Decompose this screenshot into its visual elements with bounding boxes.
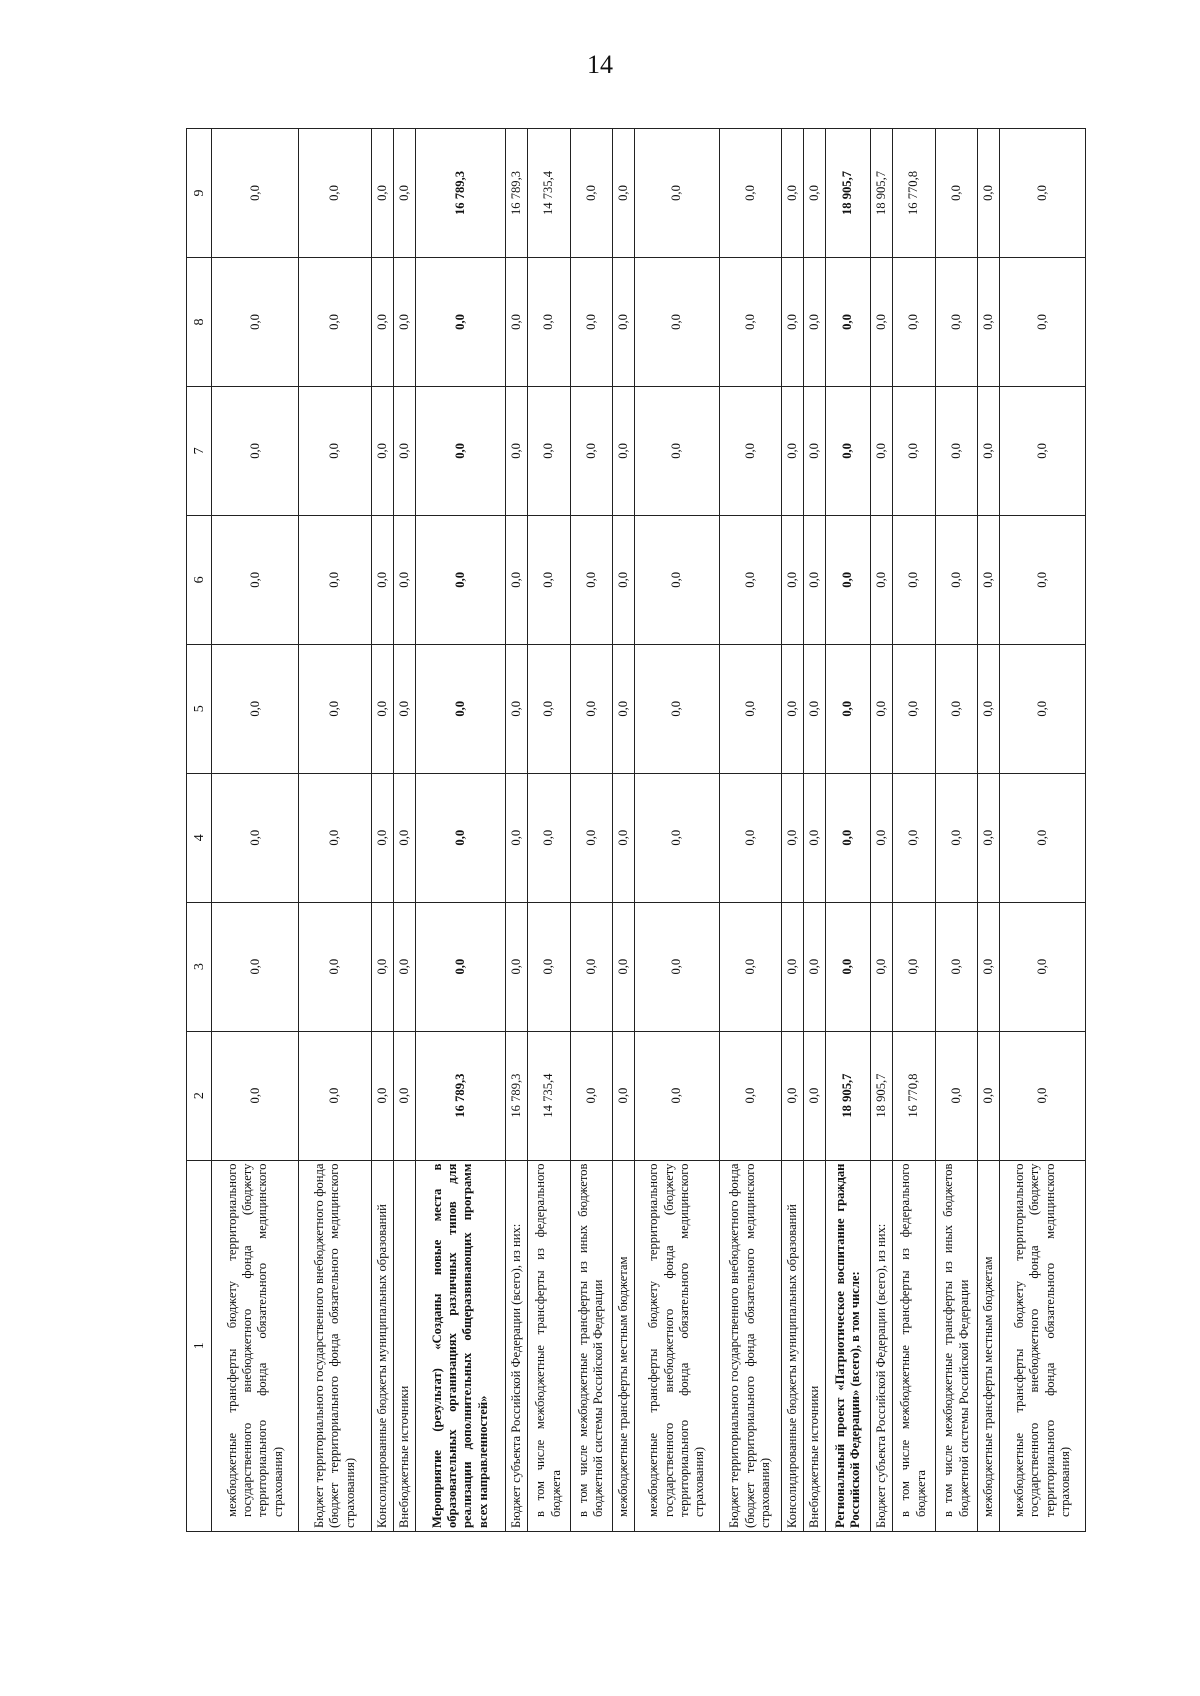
row-value: 0,0 bbox=[978, 644, 1000, 773]
row-value: 0,0 bbox=[871, 258, 893, 387]
page-number: 14 bbox=[587, 50, 613, 79]
row-value: 0,0 bbox=[570, 129, 613, 258]
row-value: 0,0 bbox=[871, 644, 893, 773]
row-value: 0,0 bbox=[825, 515, 870, 644]
row-value: 16 789,3 bbox=[505, 1031, 527, 1160]
row-value: 0,0 bbox=[299, 773, 372, 902]
row-value: 0,0 bbox=[635, 902, 719, 1031]
table-row bbox=[935, 129, 978, 1532]
row-label: межбюджетные трансферты бюджету территориального государственного внебюджетного фонда (бюджету территориального фонда обязательного медицинского страхования) bbox=[1000, 1160, 1086, 1531]
row-value: 0,0 bbox=[871, 386, 893, 515]
column-header: 9 bbox=[187, 129, 212, 258]
row-value: 0,0 bbox=[393, 773, 415, 902]
row-value: 0,0 bbox=[371, 386, 393, 515]
row-value: 0,0 bbox=[613, 1031, 635, 1160]
row-value: 0,0 bbox=[613, 258, 635, 387]
row-value: 16 789,3 bbox=[415, 129, 505, 258]
row-value: 0,0 bbox=[570, 773, 613, 902]
table-row bbox=[871, 129, 893, 1532]
table-row bbox=[613, 129, 635, 1532]
row-value: 0,0 bbox=[212, 386, 299, 515]
row-value: 0,0 bbox=[978, 258, 1000, 387]
row-value: 0,0 bbox=[1000, 386, 1086, 515]
header-row bbox=[187, 129, 212, 1532]
row-value: 0,0 bbox=[299, 902, 372, 1031]
row-value: 0,0 bbox=[415, 773, 505, 902]
row-value: 16 789,3 bbox=[415, 1031, 505, 1160]
row-label: Внебюджетные источники bbox=[803, 1160, 825, 1531]
row-label: Региональный проект «Патриотическое воспитание граждан Российской Федерации» (всего), в том числе: bbox=[825, 1160, 870, 1531]
row-value: 18 905,7 bbox=[825, 1031, 870, 1160]
row-value: 0,0 bbox=[415, 258, 505, 387]
table-row bbox=[505, 129, 527, 1532]
row-value: 0,0 bbox=[505, 258, 527, 387]
row-value: 14 735,4 bbox=[527, 129, 570, 258]
row-value: 0,0 bbox=[613, 515, 635, 644]
row-value: 0,0 bbox=[299, 258, 372, 387]
row-value: 0,0 bbox=[299, 129, 372, 258]
column-header: 5 bbox=[187, 644, 212, 773]
table-row bbox=[393, 129, 415, 1532]
row-value: 0,0 bbox=[719, 515, 781, 644]
row-label: в том числе межбюджетные трансферты из федерального бюджета bbox=[892, 1160, 935, 1531]
row-value: 0,0 bbox=[212, 515, 299, 644]
row-value: 0,0 bbox=[299, 1031, 372, 1160]
row-value: 0,0 bbox=[613, 644, 635, 773]
row-value: 0,0 bbox=[570, 258, 613, 387]
row-value: 0,0 bbox=[892, 515, 935, 644]
row-value: 18 905,7 bbox=[871, 1031, 893, 1160]
row-value: 0,0 bbox=[505, 902, 527, 1031]
row-value: 0,0 bbox=[1000, 258, 1086, 387]
table-row bbox=[1000, 129, 1086, 1532]
row-value: 0,0 bbox=[825, 644, 870, 773]
row-value: 0,0 bbox=[393, 258, 415, 387]
column-header: 4 bbox=[187, 773, 212, 902]
row-value: 0,0 bbox=[892, 902, 935, 1031]
row-label: Мероприятие (результат) «Созданы новые места в образовательных организациях различных типов для реализации дополнительных общеразвивающих программ всех направленностей» bbox=[415, 1160, 505, 1531]
row-label: межбюджетные трансферты местным бюджетам bbox=[978, 1160, 1000, 1531]
row-value: 0,0 bbox=[803, 1031, 825, 1160]
row-value: 0,0 bbox=[935, 1031, 978, 1160]
row-value: 0,0 bbox=[1000, 515, 1086, 644]
row-value: 0,0 bbox=[635, 258, 719, 387]
row-value: 0,0 bbox=[825, 258, 870, 387]
column-header: 6 bbox=[187, 515, 212, 644]
row-value: 0,0 bbox=[719, 1031, 781, 1160]
row-value: 0,0 bbox=[527, 644, 570, 773]
row-value: 0,0 bbox=[212, 1031, 299, 1160]
row-value: 0,0 bbox=[570, 644, 613, 773]
row-value: 0,0 bbox=[371, 773, 393, 902]
row-value: 0,0 bbox=[978, 902, 1000, 1031]
row-value: 0,0 bbox=[978, 1031, 1000, 1160]
column-header: 3 bbox=[187, 902, 212, 1031]
row-value: 0,0 bbox=[978, 129, 1000, 258]
row-label: Консолидированные бюджеты муниципальных образований bbox=[371, 1160, 393, 1531]
row-value: 0,0 bbox=[782, 773, 804, 902]
row-value: 0,0 bbox=[871, 902, 893, 1031]
column-header: 7 bbox=[187, 386, 212, 515]
row-value: 0,0 bbox=[527, 902, 570, 1031]
table-row bbox=[299, 129, 372, 1532]
row-value: 0,0 bbox=[825, 773, 870, 902]
row-value: 0,0 bbox=[505, 644, 527, 773]
table-row bbox=[570, 129, 613, 1532]
row-value: 0,0 bbox=[782, 644, 804, 773]
row-value: 0,0 bbox=[393, 1031, 415, 1160]
row-label: в том числе межбюджетные трансферты из федерального бюджета bbox=[527, 1160, 570, 1531]
row-value: 0,0 bbox=[371, 129, 393, 258]
row-value: 18 905,7 bbox=[871, 129, 893, 258]
column-header: 2 bbox=[187, 1031, 212, 1160]
row-value: 0,0 bbox=[1000, 1031, 1086, 1160]
row-value: 0,0 bbox=[371, 258, 393, 387]
row-value: 0,0 bbox=[1000, 129, 1086, 258]
row-value: 0,0 bbox=[892, 773, 935, 902]
table-row bbox=[212, 129, 299, 1532]
row-value: 0,0 bbox=[613, 773, 635, 902]
row-value: 0,0 bbox=[212, 644, 299, 773]
row-value: 0,0 bbox=[212, 258, 299, 387]
row-value: 0,0 bbox=[825, 902, 870, 1031]
row-value: 0,0 bbox=[613, 129, 635, 258]
row-value: 0,0 bbox=[299, 515, 372, 644]
row-value: 0,0 bbox=[505, 515, 527, 644]
column-header: 8 bbox=[187, 258, 212, 387]
row-value: 0,0 bbox=[782, 1031, 804, 1160]
row-value: 0,0 bbox=[527, 773, 570, 902]
row-value: 0,0 bbox=[635, 515, 719, 644]
row-value: 0,0 bbox=[935, 129, 978, 258]
row-value: 0,0 bbox=[570, 515, 613, 644]
row-value: 0,0 bbox=[613, 386, 635, 515]
financing-table bbox=[186, 128, 1086, 1532]
row-label: межбюджетные трансферты бюджету территориального государственного внебюджетного фонда (бюджету территориального фонда обязательного медицинского страхования) bbox=[212, 1160, 299, 1531]
row-value: 0,0 bbox=[1000, 644, 1086, 773]
row-value: 0,0 bbox=[415, 515, 505, 644]
row-value: 0,0 bbox=[719, 129, 781, 258]
row-value: 0,0 bbox=[719, 644, 781, 773]
row-value: 0,0 bbox=[1000, 773, 1086, 902]
row-value: 0,0 bbox=[299, 386, 372, 515]
row-value: 0,0 bbox=[782, 129, 804, 258]
row-value: 0,0 bbox=[527, 258, 570, 387]
row-value: 0,0 bbox=[803, 902, 825, 1031]
row-value: 0,0 bbox=[892, 644, 935, 773]
row-value: 0,0 bbox=[825, 386, 870, 515]
table-row bbox=[719, 129, 781, 1532]
row-value: 0,0 bbox=[892, 258, 935, 387]
row-value: 0,0 bbox=[415, 386, 505, 515]
row-value: 0,0 bbox=[782, 515, 804, 644]
row-value: 0,0 bbox=[415, 902, 505, 1031]
row-value: 16 789,3 bbox=[505, 129, 527, 258]
row-value: 0,0 bbox=[635, 386, 719, 515]
row-value: 0,0 bbox=[570, 902, 613, 1031]
row-value: 0,0 bbox=[393, 902, 415, 1031]
row-value: 0,0 bbox=[803, 773, 825, 902]
row-label: межбюджетные трансферты бюджету территориального государственного внебюджетного фонда (бюджету территориального фонда обязательного медицинского страхования) bbox=[635, 1160, 719, 1531]
row-value: 16 770,8 bbox=[892, 1031, 935, 1160]
row-value: 0,0 bbox=[719, 902, 781, 1031]
table-row bbox=[803, 129, 825, 1532]
row-value: 0,0 bbox=[393, 515, 415, 644]
row-value: 18 905,7 bbox=[825, 129, 870, 258]
row-value: 0,0 bbox=[978, 515, 1000, 644]
row-value: 0,0 bbox=[935, 258, 978, 387]
row-value: 0,0 bbox=[782, 258, 804, 387]
row-label: в том числе межбюджетные трансферты из иных бюджетов бюджетной системы Российской Федерации bbox=[935, 1160, 978, 1531]
row-label: Бюджет субъекта Российской Федерации (всего), из них: bbox=[505, 1160, 527, 1531]
row-value: 0,0 bbox=[635, 773, 719, 902]
row-value: 0,0 bbox=[978, 773, 1000, 902]
table-row bbox=[371, 129, 393, 1532]
row-value: 0,0 bbox=[212, 773, 299, 902]
row-value: 0,0 bbox=[871, 773, 893, 902]
rotated-table-frame bbox=[186, 128, 1086, 1532]
row-value: 0,0 bbox=[803, 129, 825, 258]
row-value: 0,0 bbox=[393, 129, 415, 258]
row-value: 0,0 bbox=[935, 515, 978, 644]
row-value: 0,0 bbox=[393, 644, 415, 773]
row-value: 0,0 bbox=[803, 515, 825, 644]
row-value: 0,0 bbox=[635, 644, 719, 773]
row-value: 0,0 bbox=[613, 902, 635, 1031]
row-value: 0,0 bbox=[719, 386, 781, 515]
table-row bbox=[527, 129, 570, 1532]
row-value: 0,0 bbox=[570, 386, 613, 515]
row-value: 0,0 bbox=[415, 644, 505, 773]
row-value: 0,0 bbox=[782, 902, 804, 1031]
table-row bbox=[892, 129, 935, 1532]
row-value: 0,0 bbox=[527, 386, 570, 515]
row-label: Консолидированные бюджеты муниципальных образований bbox=[782, 1160, 804, 1531]
row-value: 0,0 bbox=[212, 129, 299, 258]
row-value: 0,0 bbox=[635, 1031, 719, 1160]
row-label: Бюджет субъекта Российской Федерации (всего), из них: bbox=[871, 1160, 893, 1531]
row-value: 0,0 bbox=[1000, 902, 1086, 1031]
row-value: 14 735,4 bbox=[527, 1031, 570, 1160]
table-row bbox=[782, 129, 804, 1532]
row-value: 0,0 bbox=[371, 644, 393, 773]
row-value: 0,0 bbox=[505, 386, 527, 515]
row-value: 0,0 bbox=[371, 515, 393, 644]
row-value: 0,0 bbox=[527, 515, 570, 644]
row-value: 0,0 bbox=[505, 773, 527, 902]
row-value: 0,0 bbox=[803, 644, 825, 773]
row-value: 0,0 bbox=[719, 773, 781, 902]
row-label: межбюджетные трансферты местным бюджетам bbox=[613, 1160, 635, 1531]
row-value: 0,0 bbox=[299, 644, 372, 773]
row-label: Бюджет территориального государственного внебюджетного фонда (бюджет территориального фонда обязательного медицинского страхования) bbox=[719, 1160, 781, 1531]
table-row bbox=[825, 129, 870, 1532]
table-row bbox=[978, 129, 1000, 1532]
row-value: 0,0 bbox=[393, 386, 415, 515]
row-value: 0,0 bbox=[719, 258, 781, 387]
column-header: 1 bbox=[187, 1160, 212, 1531]
row-value: 0,0 bbox=[803, 258, 825, 387]
row-value: 0,0 bbox=[978, 386, 1000, 515]
row-label: Внебюджетные источники bbox=[393, 1160, 415, 1531]
table-row bbox=[635, 129, 719, 1532]
row-value: 0,0 bbox=[371, 1031, 393, 1160]
row-value: 0,0 bbox=[871, 515, 893, 644]
table-row bbox=[415, 129, 505, 1532]
row-value: 0,0 bbox=[371, 902, 393, 1031]
row-value: 0,0 bbox=[892, 386, 935, 515]
row-value: 0,0 bbox=[935, 386, 978, 515]
row-value: 0,0 bbox=[635, 129, 719, 258]
row-value: 0,0 bbox=[570, 1031, 613, 1160]
row-value: 0,0 bbox=[935, 773, 978, 902]
row-value: 0,0 bbox=[212, 902, 299, 1031]
row-value: 0,0 bbox=[935, 902, 978, 1031]
row-value: 0,0 bbox=[935, 644, 978, 773]
row-value: 16 770,8 bbox=[892, 129, 935, 258]
row-label: Бюджет территориального государственного внебюджетного фонда (бюджет территориального фонда обязательного медицинского страхования) bbox=[299, 1160, 372, 1531]
row-value: 0,0 bbox=[803, 386, 825, 515]
row-label: в том числе межбюджетные трансферты из иных бюджетов бюджетной системы Российской Федерации bbox=[570, 1160, 613, 1531]
row-value: 0,0 bbox=[782, 386, 804, 515]
